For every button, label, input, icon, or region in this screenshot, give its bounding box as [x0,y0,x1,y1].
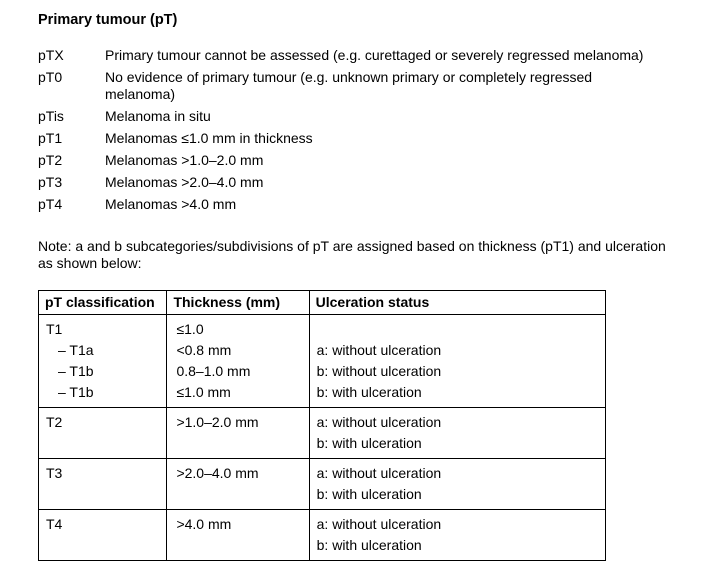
definition-code: pTis [38,108,64,124]
ulceration-value [317,319,605,340]
thickness-value: ≤1.0 [176,321,204,337]
ulceration-value: b: without ulceration [316,363,442,379]
definition-code: pT0 [38,69,63,85]
definition-code: pT1 [38,130,63,146]
definition-text: Melanoma in situ [105,108,211,124]
definition-code: pT4 [38,196,63,212]
column-header-pt-classification: pT classification [39,291,167,315]
t2-thickness-cell [167,408,309,459]
column-header-thickness: Thickness (mm) [167,291,309,315]
table-header-row [39,291,606,315]
class-label: T2 [46,414,63,430]
t4-thickness-cell [167,510,309,561]
definition-row [38,108,688,125]
t3-class-cell [39,459,167,510]
definition-text: Primary tumour cannot be assessed (e.g. curettaged or severely regressed melanoma) [105,47,644,63]
t2-class-cell [39,408,167,459]
thickness-value: >4.0 mm [176,516,232,532]
definition-text: Melanomas >1.0–2.0 mm [105,152,264,168]
definition-text: Melanomas >4.0 mm [105,196,237,212]
t2-ulceration-cell [309,408,605,459]
pt-classification-table [38,290,606,561]
ulceration-value: a: without ulceration [316,516,442,532]
ulceration-value: b: with ulceration [316,435,422,451]
definition-row [38,174,688,191]
t1-ulceration-cell [309,315,605,408]
table-row-t2 [39,408,606,459]
class-label: T3 [46,465,63,481]
table-row-t3 [39,459,606,510]
ulceration-value: b: with ulceration [316,537,422,553]
thickness-value: >2.0–4.0 mm [176,465,259,481]
ulceration-value: b: with ulceration [316,384,422,400]
definition-text: Melanomas >2.0–4.0 mm [105,174,264,190]
definition-row [38,69,688,103]
definition-row [38,152,688,169]
definition-list [38,47,688,218]
definition-code: pT2 [38,152,63,168]
thickness-value: 0.8–1.0 mm [176,363,251,379]
definition-row [38,130,688,147]
table-row-t1 [39,315,606,408]
ulceration-value: b: with ulceration [316,486,422,502]
t3-thickness-cell [167,459,309,510]
table-row-t4 [39,510,606,561]
class-label: T1 [46,321,63,337]
thickness-value: ≤1.0 mm [176,384,231,400]
definition-code: pT3 [38,174,63,190]
definition-text: No evidence of primary tumour (e.g. unknown primary or completely regressed melanoma) [105,69,593,102]
definition-code: pTX [38,47,64,63]
t4-class-cell [39,510,167,561]
note-text: Note: a and b subcategories/subdivisions of pT are assigned based on thickness (pT1) and ulceration as shown below: [38,238,666,271]
t1-thickness-cell [167,315,309,408]
t3-ulceration-cell [309,459,605,510]
class-label: T4 [46,516,63,532]
thickness-value: >1.0–2.0 mm [176,414,259,430]
class-label: – T1b [58,384,94,400]
column-header-ulceration: Ulceration status [309,291,605,315]
definition-row [38,196,688,213]
ulceration-value: a: without ulceration [316,465,442,481]
class-label: – T1b [58,363,94,379]
class-label: – T1a [58,342,94,358]
thickness-value: <0.8 mm [176,342,232,358]
definition-text: Melanomas ≤1.0 mm in thickness [105,130,313,146]
t4-ulceration-cell [309,510,605,561]
ulceration-value: a: without ulceration [316,342,442,358]
section-heading: Primary tumour (pT) [38,12,178,28]
t1-class-cell [39,315,167,408]
ulceration-value: a: without ulceration [316,414,442,430]
definition-row [38,47,688,64]
